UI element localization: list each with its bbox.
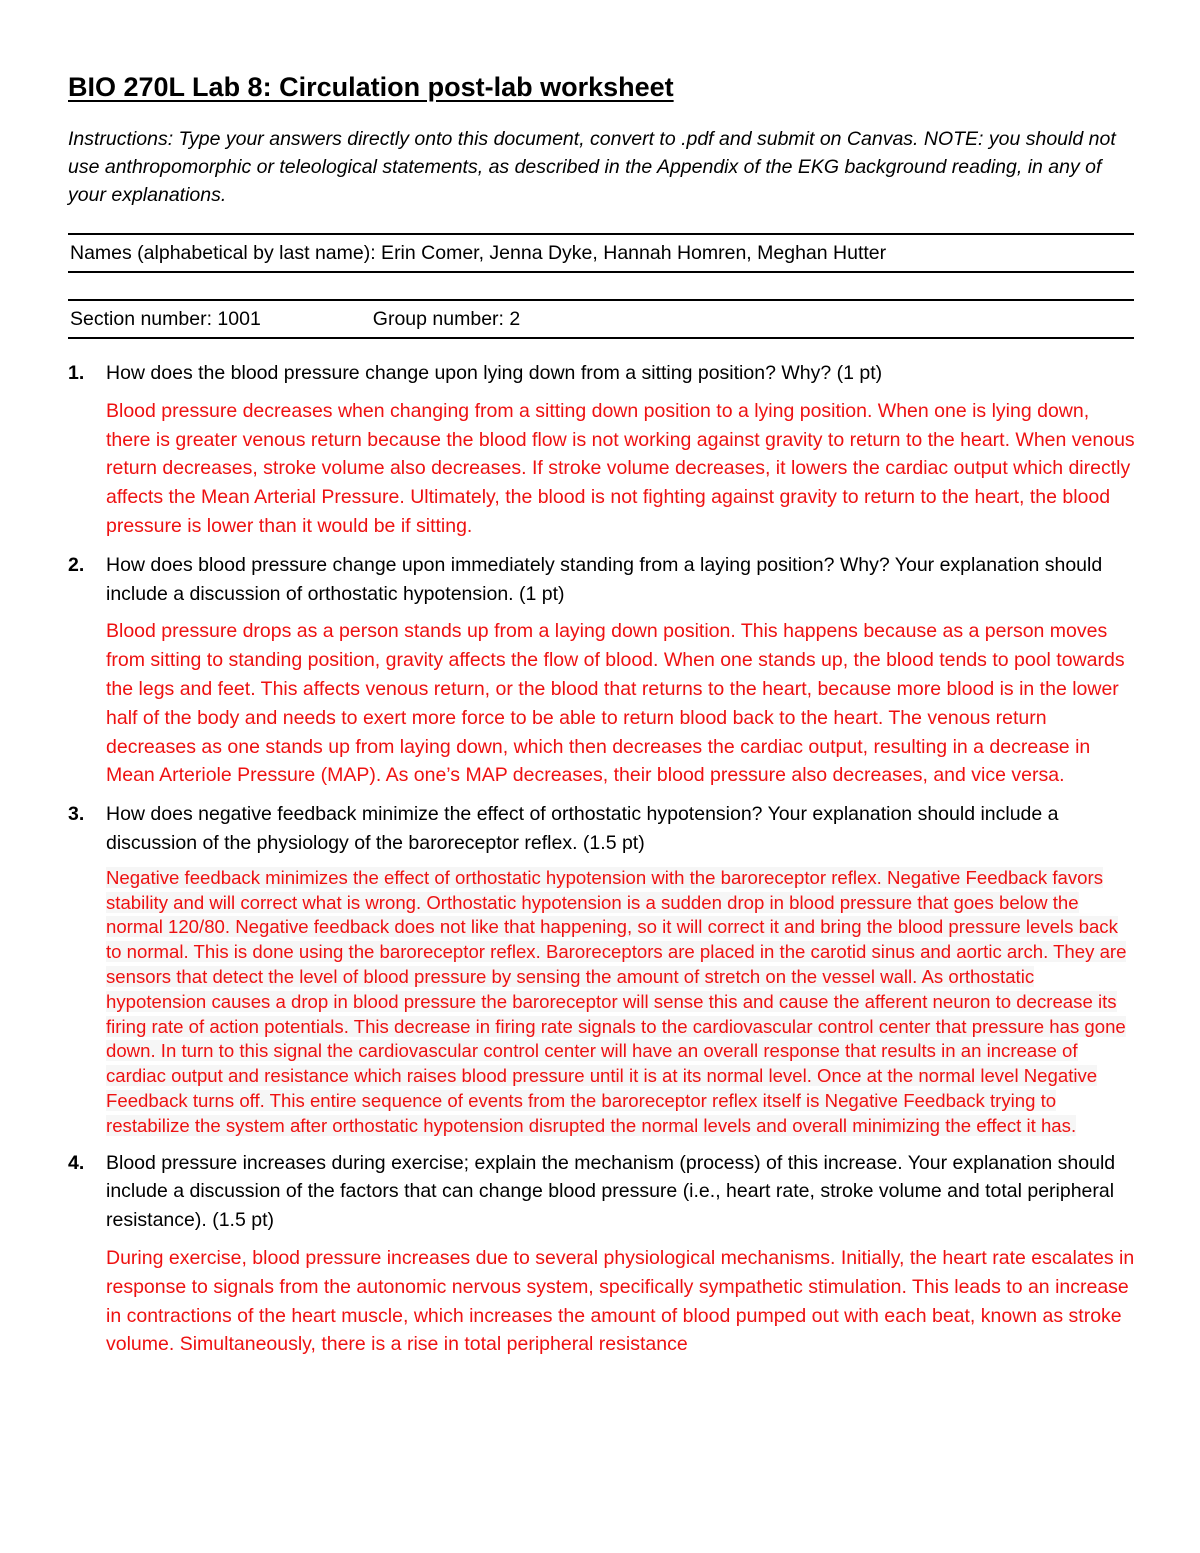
question-1 — [68, 359, 1138, 388]
answer-3: Negative feedback minimizes the effect of orthostatic hypotension with the baroreceptor reflex. Negative Feedback favors stability and will correct what is wrong. Orthostatic hypotension is a sudden drop in blood pressure that goes below the normal 120/80. Negative feedback does not like that happening, so it will correct it and bring the blood pressure levels back to normal. This is done using the baroreceptor reflex. Baroreceptors are placed in the carotid sinus and aortic arch. They are sensors that detect the level of blood pressure by sensing the amount of stretch on the vessel wall. As orthostatic hypotension causes a drop in blood pressure the baroreceptor will sense this and cause the afferent neuron to decrease its firing rate of action potentials. This decrease in firing rate signals to the cardiovascular control center that pressure has gone down. In turn to this signal the cardiovascular control center will have an overall response that results in an increase of cardiac output and resistance which raises blood pressure until it is at its normal level. Once at the normal level Negative Feedback turns off. This entire sequence of events from the baroreceptor reflex itself is Negative Feedback trying to restabilize the system after orthostatic hypotension disrupted the normal levels and overall minimizing the effect it has. — [106, 866, 1127, 1136]
question-text: How does the blood pressure change upon lying down from a sitting position? Why? (1 pt) — [106, 362, 883, 384]
answer-1: Blood pressure decreases when changing from a sitting down position to a lying position. When one is lying down, there is greater venous return because the blood flow is not working against gravity to return to the heart. When venous return decreases, stroke volume also decreases. If stroke volume decreases, it lowers the cardiac output which directly affects the Mean Arterial Pressure. Ultimately, the blood is not fighting against gravity to return to the heart, the blood pressure is lower than it would be if sitting. — [106, 399, 1135, 537]
answer-4: During exercise, blood pressure increases due to several physiological mechanisms. Initially, the heart rate escalates in response to signals from the autonomic nervous system, specifically sympathetic stimulation. This leads to an increase in contractions of the heart muscle, which increases the amount of blood pumped out with each beat, known as stroke volume. Simultaneously, there is a rise in total peripheral resistance — [106, 1246, 1135, 1356]
section-number: Section number: 1001 — [70, 308, 261, 330]
instructions-text: Instructions: Type your answers directly onto this document, convert to .pdf and submit on Canvas. NOTE: you should not use anthropomorphic or teleological statements, as described in the Appendix of the EKG background reading, in any of your explanations. — [68, 128, 1116, 206]
question-4 — [68, 1149, 1138, 1235]
question-number: 3. — [68, 803, 85, 826]
worksheet-title: BIO 270L Lab 8: Circulation post-lab worksheet — [68, 72, 674, 102]
names-line: Names (alphabetical by last name): Erin Comer, Jenna Dyke, Hannah Homren, Meghan Hutter — [70, 242, 887, 264]
divider — [68, 337, 1134, 339]
question-number: 4. — [68, 1151, 85, 1174]
question-number: 2. — [68, 553, 85, 576]
group-number: Group number: 2 — [372, 308, 521, 330]
question-text: Blood pressure increases during exercise; explain the mechanism (process) of this increase. Your explanation should include a discussion of the factors that can change blood pressure (i.e., heart rate, stroke volume and total peripheral resistance). (1.5 pt) — [106, 1151, 1116, 1232]
worksheet-page — [68, 72, 1138, 1369]
answer-2: Blood pressure drops as a person stands up from a laying down position. This happens because as a person moves from sitting to standing position, gravity affects the flow of blood. When one stands up, the blood tends to pool towards the legs and feet. This affects venous return, or the blood that returns to the heart, because more blood is in the lower half of the body and needs to exert more force to be able to return blood back to the heart. The venous return decreases as one stands up from laying down, which then decreases the cardiac output, resulting in a decrease in Mean Arteriole Pressure (MAP). As one’s MAP decreases, their blood pressure also decreases, and vice versa. — [106, 620, 1125, 787]
question-list — [68, 359, 1138, 1359]
section-group-line — [68, 301, 1138, 337]
question-2 — [68, 551, 1138, 609]
question-3 — [68, 800, 1138, 858]
question-number: 1. — [68, 362, 85, 384]
question-text: How does negative feedback minimize the effect of orthostatic hypotension? Your explanation should include a discussion of the physiology of the baroreceptor reflex. (1.5 pt) — [106, 803, 1059, 854]
question-text: How does blood pressure change upon immediately standing from a laying position? Why? Your explanation should include a discussion of orthostatic hypotension. (1 pt) — [106, 553, 1103, 605]
answer-3-container — [106, 866, 1138, 1139]
